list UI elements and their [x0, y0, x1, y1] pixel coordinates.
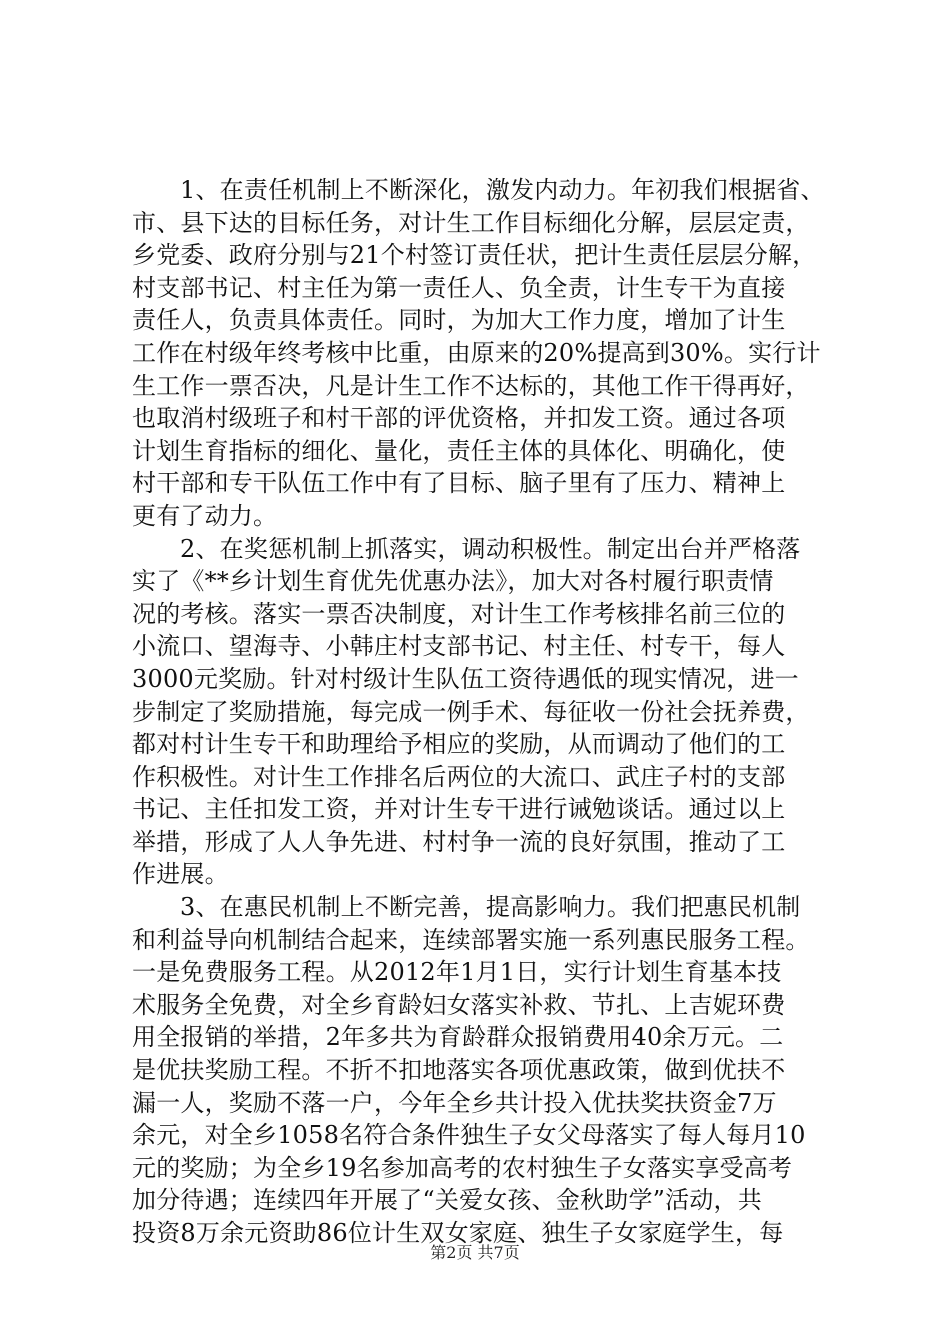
paragraph-1-line: 也取消村级班子和村干部的评优资格，并扣发工资。通过各项 — [132, 404, 786, 433]
paragraph-3-line: 元的奖励；为全乡19名参加高考的农村独生子女落实享受高考 — [132, 1153, 793, 1182]
paragraph-2-line: 实了《**乡计划生育优先优惠办法》，加大对各村履行职责情 — [132, 567, 774, 596]
paragraph-2-line: 举措，形成了人人争先进、村村争一流的良好氛围，推动了工 — [132, 827, 786, 856]
paragraph-1-line: 市、县下达的目标任务，对计生工作目标细化分解，层层定责， — [132, 208, 810, 237]
paragraph-2-line: 小流口、望海寺、小韩庄村支部书记、村主任、村专干，每人 — [132, 632, 786, 661]
body-text — [132, 174, 832, 1250]
paragraph-1-line: 工作在村级年终考核中比重，由原来的20%提高到30%。实行计 — [132, 338, 821, 367]
paragraph-3-line: 用全报销的举措，2年多共为育龄群众报销费用40余万元。二 — [132, 1023, 784, 1052]
paragraph-3-line: 余元，对全乡1058名符合条件独生子女父母落实了每人每月10 — [132, 1121, 806, 1150]
paragraph-1-line: 乡党委、政府分别与21个村签订责任状，把计生责任层层分解， — [132, 241, 817, 270]
paragraph-3-line: 加分待遇；连续四年开展了“关爱女孩、金秋助学”活动，共 — [132, 1186, 762, 1215]
paragraph-3-line: 漏一人，奖励不落一户，今年全乡共计投入优扶奖扶资金7万 — [132, 1088, 777, 1117]
paragraph-3-line: 投资8万余元资助86位计生双女家庭、独生子女家庭学生，每 — [132, 1219, 784, 1247]
paragraph-2-line: 作进展。 — [132, 860, 229, 889]
paragraph-1-line: 更有了动力。 — [132, 501, 278, 530]
paragraph-1-line: 生工作一票否决，凡是计生工作不达标的，其他工作干得再好， — [132, 371, 810, 400]
paragraph-2-line: 3000元奖励。针对村级计生队伍工资待遇低的现实情况，进一 — [132, 664, 799, 693]
paragraph-1-line: 村干部和专干队伍工作中有了目标、脑子里有了压力、精神上 — [132, 469, 786, 498]
page-footer: 第2页 共7页 — [430, 1243, 520, 1262]
paragraph-3-line: 是优扶奖励工程。不折不扣地落实各项优惠政策，做到优扶不 — [132, 1056, 786, 1085]
paragraph-3-line: 术服务全免费，对全乡育龄妇女落实补救、节扎、上吉妮环费 — [132, 990, 786, 1019]
paragraph-2-line: 都对村计生专干和助理给予相应的奖励，从而调动了他们的工 — [132, 730, 786, 759]
paragraph-2-line: 步制定了奖励措施，每完成一例手术、每征收一份社会抚养费， — [132, 697, 810, 726]
paragraph-1-line: 村支部书记、村主任为第一责任人、负全责，计生专干为直接 — [132, 273, 786, 302]
paragraph-2-line: 书记、主任扣发工资，并对计生专干进行诫勉谈话。通过以上 — [132, 795, 786, 824]
paragraph-1-line: 责任人，负责具体责任。同时，为加大工作力度，增加了计生 — [132, 306, 786, 335]
paragraph-3-line: 一是免费服务工程。从2012年1月1日，实行计划生育基本技 — [132, 958, 782, 987]
paragraph-2-line: 2、在奖惩机制上抓落实，调动积极性。制定出台并严格落 — [180, 534, 801, 563]
paragraph-1-line: 计划生育指标的细化、量化，责任主体的具体化、明确化，使 — [132, 436, 786, 465]
paragraph-2-line: 作积极性。对计生工作排名后两位的大流口、武庄子村的支部 — [132, 762, 786, 791]
paragraph-3-line: 和利益导向机制结合起来，连续部署实施一系列惠民服务工程。 — [132, 925, 810, 954]
paragraph-1-line: 1、在责任机制上不断深化，激发内动力。年初我们根据省、 — [180, 176, 825, 204]
paragraph-3-line: 3、在惠民机制上不断完善，提高影响力。我们把惠民机制 — [180, 893, 801, 922]
paragraph-2-line: 况的考核。落实一票否决制度，对计生工作考核排名前三位的 — [132, 599, 786, 628]
